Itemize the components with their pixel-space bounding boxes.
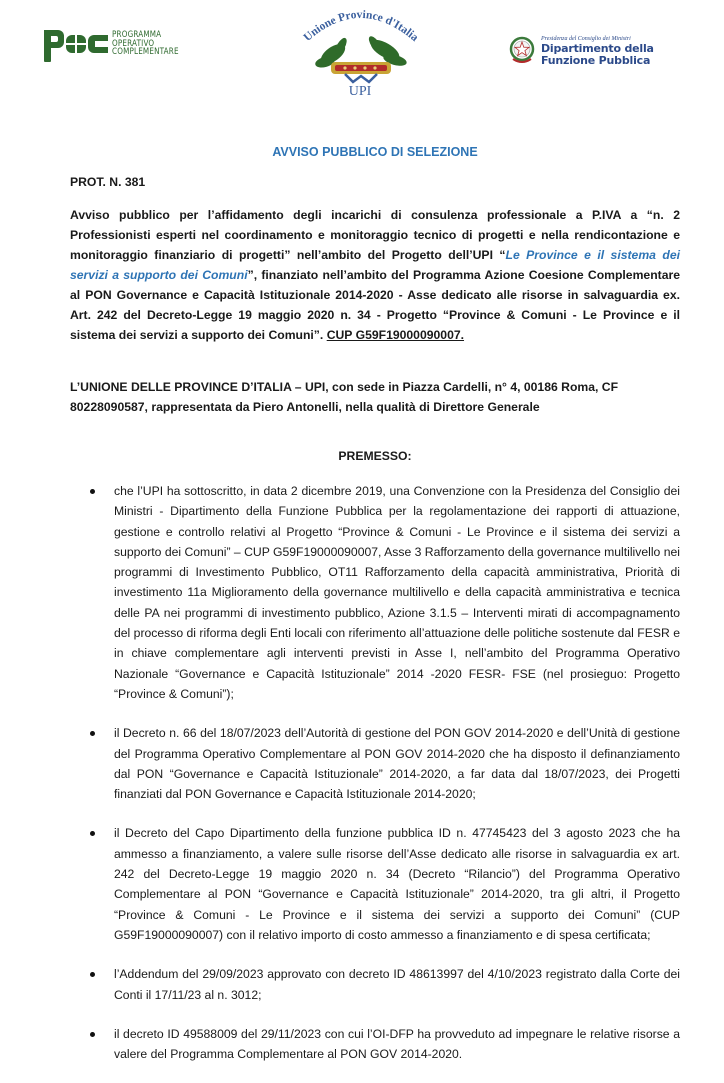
document-header bbox=[0, 0, 724, 120]
list-item-text: il Decreto n. 66 del 18/07/2023 dell’Autorità di gestione del PON GOV 2014-2020 e dell’Unità di gestione del Programma Operativo Complementare al PON GOV 2014-2020 che ha disposto il definanziamento dal PON “Governance e Capacità Istituzionale” 2014-2020, a far data dal 18/07/2023, dei Progetti finanziati dal PON Governance e Capacità Istituzionale 2014-2020; bbox=[114, 726, 680, 802]
list-item-text: che l’UPI ha sottoscritto, in data 2 dicembre 2019, una Convenzione con la Presidenza del Consiglio dei Ministri - Dipartimento della Funzione Pubblica per la regolamentazione dei rapporti di attuazione, gestione e controllo relativi al Progetto “Province & Comuni - Le Province e il sistema dei servizi a supporto dei Comuni” – CUP G59F19000090007, Asse 3 Rafforzamento della governance multilivello nei programmi di Investimento Pubblico, OT11 Rafforzamento della capacità amministrativa, Priorità di investimento 11a Miglioramento della governance multilivello e della capacità amministrativa e tecnica delle PA nei programmi di investimento pubblico, Azione 3.1.5 – Interventi mirati di accompagnamento del processo di riforma degli Enti locali con riferimento all’attuazione delle politiche sostenute dal FESR e in chiave complementare agli interventi previsti in Asse I, nell’ambito del Programma Operativo Nazionale “Governance e Capacità Istituzionale” 2014 -2020 FESR- FSE (nel prosieguo: Progetto “Province & Comuni”); bbox=[114, 484, 680, 701]
document-title: AVVISO PUBBLICO DI SELEZIONE bbox=[272, 145, 478, 159]
dfp-small-text: Presidenza del Consiglio dei Ministri bbox=[541, 36, 631, 42]
poc-logo bbox=[44, 30, 190, 58]
italian-emblem-icon bbox=[508, 35, 536, 67]
list-item bbox=[70, 1024, 680, 1065]
list-item-text: il Decreto del Capo Dipartimento della funzione pubblica ID n. 47745423 del 3 agosto 2023 che ha ammesso a finanziamento, a valere sulle risorse dell’Asse dedicato alle risorse in salvaguardia ex art. 242 del Decreto-Legge 19 maggio 2020 n. 34 (Decreto “Rilancio”) del Programma Operativo Complementare al PON “Governance e Capacità Istituzionale” 2014-2020, tra gli altri, il Progetto “Province & Comuni - Le Province e il sistema dei servizi a supporto dei Comuni” (CUP G59F19000090007) con il relativo importo di costo ammesso a finanziamento e di spesa certificata; bbox=[114, 826, 680, 942]
poc-logo-text bbox=[112, 31, 179, 57]
dfp-line-1: Dipartimento della bbox=[541, 42, 654, 55]
list-item bbox=[70, 723, 680, 804]
intro-paragraph bbox=[70, 205, 680, 345]
bullet-icon bbox=[90, 831, 95, 836]
list-item-text: l’Addendum del 29/09/2023 approvato con decreto ID 48613997 del 4/10/2023 registrato dalla Corte dei Conti il 17/11/23 al n. 3012; bbox=[114, 967, 680, 1002]
dfp-logo bbox=[508, 35, 654, 67]
dfp-logo-text bbox=[541, 35, 654, 67]
bullet-icon bbox=[90, 1032, 95, 1037]
protocol-number: PROT. N. 381 bbox=[70, 175, 146, 189]
intro-text-2: ”, finanziato nell’ambito del Programma Azione Coesione Complementare al PON Governance e Capacità Istituzionale 2014-2020 - Asse dedicato alle risorse in salvaguardia ex. Art. 242 del Decreto-Legge 19 maggio 2020 n. 34 - Progetto “Province & Comuni - Le Province e il sistema dei servizi a supporto dei Comuni”. bbox=[70, 268, 680, 342]
document-body bbox=[70, 145, 680, 1083]
poc-line-2: OPERATIVO bbox=[112, 38, 155, 49]
poc-line-3: COMPLEMENTARE bbox=[112, 47, 179, 58]
bullet-icon bbox=[90, 731, 95, 736]
premesso-list bbox=[70, 481, 680, 1064]
cup-code: CUP G59F19000090007. bbox=[326, 328, 465, 342]
intro-text-1: Avviso pubblico per l’affidamento degli incarichi di consulenza professionale a P.IVA a “n. 2 Professionisti esperti nel coordinamento e monitoraggio tecnico di progetti e nella rendicontazione e monitoraggio finanziario di progetti” nell’ambito del Progetto dell’UPI “ bbox=[70, 208, 680, 262]
bullet-icon bbox=[90, 489, 95, 494]
list-item-text: il decreto ID 49588009 del 29/11/2023 con cui l’OI-DFP ha provveduto ad impegnare le relative risorse a valere del Programma Complementare al PON GOV 2014-2020. bbox=[114, 1026, 680, 1062]
party-paragraph: L’UNIONE DELLE PROVINCE D’ITALIA – UPI, con sede in Piazza Cardelli, n° 4, 00186 Roma, CF 80228090587, rappresentata da Piero Antonelli, nella qualità di Direttore Generale bbox=[70, 380, 619, 414]
bullet-icon bbox=[90, 972, 95, 977]
premesso-heading: PREMESSO: bbox=[338, 449, 412, 463]
dfp-line-2: Funzione Pubblica bbox=[541, 54, 651, 67]
project-name-italic: Le Province e il sistema dei servizi a supporto dei Comuni bbox=[70, 248, 680, 282]
poc-line-1: PROGRAMMA bbox=[112, 30, 162, 41]
poc-mark-icon bbox=[44, 30, 108, 58]
upi-logo bbox=[295, 2, 425, 107]
upi-crown-laurel-icon bbox=[295, 2, 425, 84]
list-item bbox=[70, 823, 680, 945]
list-item bbox=[70, 964, 680, 1005]
list-item bbox=[70, 481, 680, 704]
svg-text:Unione Province d'Italia: Unione Province d'Italia bbox=[301, 8, 421, 44]
upi-label: UPI bbox=[348, 84, 372, 99]
